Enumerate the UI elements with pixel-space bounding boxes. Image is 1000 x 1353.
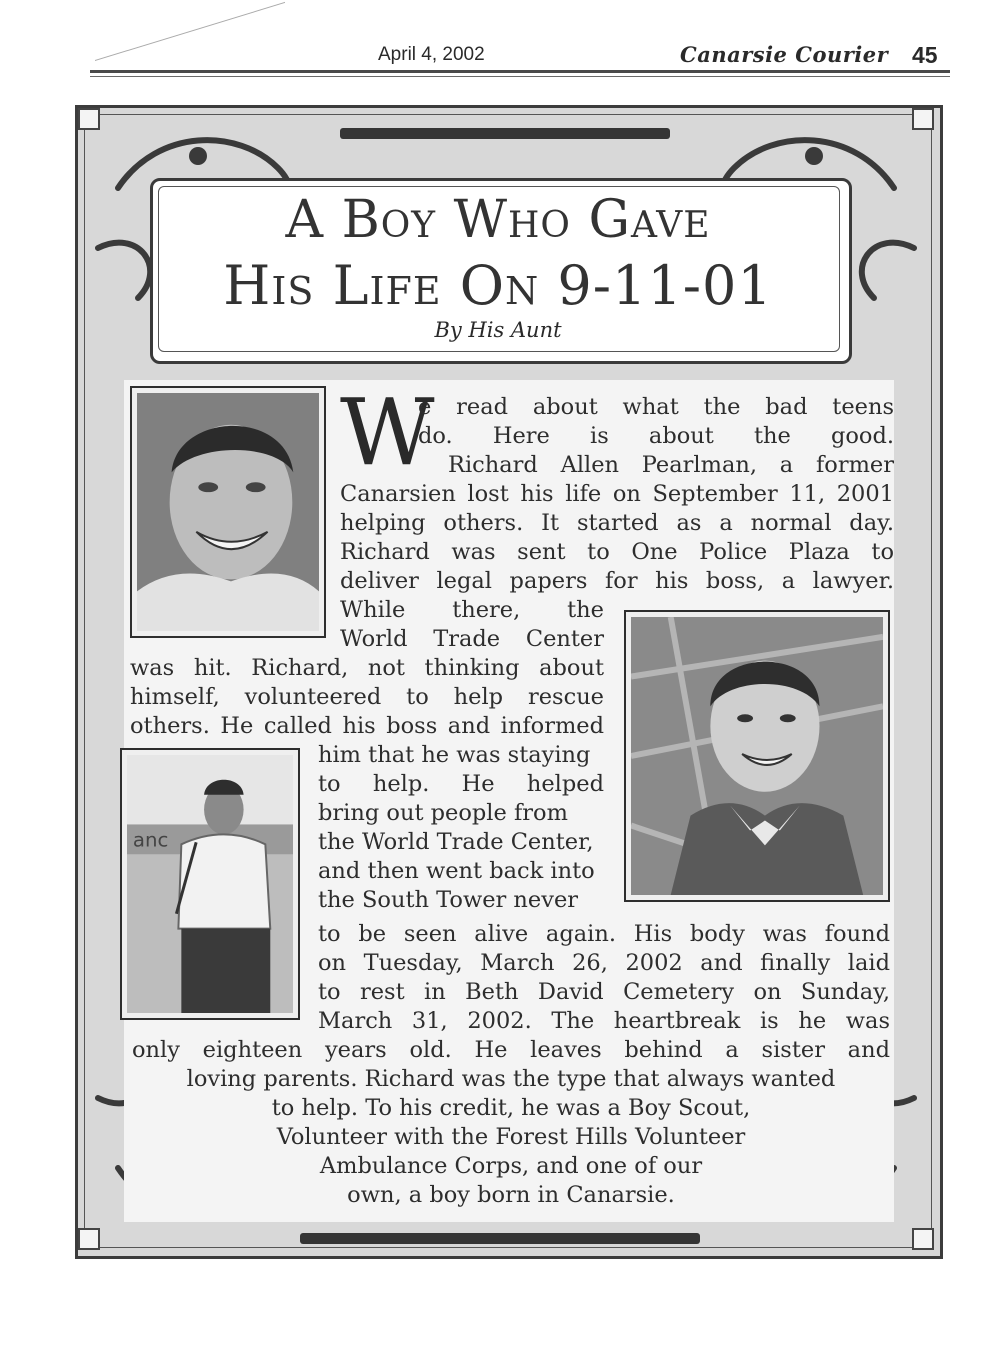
body-line-15: bring out people from bbox=[318, 800, 568, 826]
body-line-9: World Trade Center bbox=[340, 626, 604, 652]
folded-page-edge bbox=[95, 0, 285, 61]
body-line-25: to help. To his credit, he was a Boy Scout, bbox=[271, 1095, 751, 1121]
body-line-11: himself, volunteered to help rescue bbox=[130, 684, 604, 710]
body-line-6: Richard was sent to One Police Plaza to bbox=[340, 539, 894, 565]
body-line-3: Richard Allen Pearlman, a former bbox=[448, 452, 894, 478]
body-line-28: own, a boy born in Canarsie. bbox=[347, 1182, 675, 1208]
body-line-8: While there, the bbox=[340, 597, 604, 623]
body-line-7: deliver legal papers for his boss, a lawyer. bbox=[340, 568, 894, 594]
body-line-12: others. He called his boss and informed bbox=[130, 713, 604, 739]
body-line-27: Ambulance Corps, and one of our bbox=[319, 1153, 703, 1179]
body-line-4: Canarsien lost his life on September 11, 2001 bbox=[340, 481, 894, 507]
scroll-left-upper bbox=[98, 243, 150, 298]
body-line-26: Volunteer with the Forest Hills Volunteer bbox=[276, 1124, 746, 1150]
body-line-22: March 31, 2002. The heartbreak is he was bbox=[318, 1008, 890, 1034]
corner-tl bbox=[78, 108, 100, 130]
body-line-14: to help. He helped bbox=[318, 771, 604, 797]
body-line-21: to rest in Beth David Cemetery on Sunday, bbox=[318, 979, 890, 1005]
photo-standing bbox=[120, 748, 300, 1020]
scroll-right-upper bbox=[862, 243, 914, 298]
drop-cap: W bbox=[340, 379, 435, 486]
body-line-17: and then went back into bbox=[318, 858, 595, 884]
byline: By His Aunt bbox=[434, 318, 562, 342]
body-line-1: e read about what the bad teens bbox=[418, 394, 894, 420]
headline-line-2: His Life On 9-11-01 bbox=[223, 254, 773, 317]
body-line-13: him that he was staying bbox=[318, 742, 591, 768]
newspaper-name: Canarsie Courier bbox=[680, 42, 889, 67]
corner-tr bbox=[912, 108, 934, 130]
headline-line-1: A Boy Who Gave bbox=[285, 190, 711, 250]
body-line-19: to be seen alive again. His body was found bbox=[318, 921, 890, 947]
body-line-5: helping others. It started as a normal day. bbox=[340, 510, 894, 536]
corner-br bbox=[912, 1228, 934, 1250]
smiling-man-portrait-image bbox=[137, 393, 319, 631]
body-line-23: only eighteen years old. He leaves behind a sister and bbox=[132, 1037, 890, 1063]
svg-text:anc: anc bbox=[132, 828, 169, 852]
header-rule bbox=[90, 70, 950, 73]
man-standing-outdoors-image bbox=[127, 755, 293, 1013]
issue-date: April 4, 2002 bbox=[378, 44, 485, 65]
photo-adult-portrait bbox=[130, 386, 326, 638]
page-number: 45 bbox=[912, 42, 938, 68]
photo-child-portrait bbox=[624, 610, 890, 902]
body-line-20: on Tuesday, March 26, 2002 and finally laid bbox=[318, 950, 890, 976]
smiling-boy-portrait-image bbox=[631, 617, 883, 895]
body-line-24: loving parents. Richard was the type that always wanted bbox=[186, 1066, 836, 1092]
body-line-10: was hit. Richard, not thinking about bbox=[130, 655, 604, 681]
body-line-16: the World Trade Center, bbox=[318, 829, 594, 855]
ornament-bar-bottom bbox=[300, 1233, 700, 1244]
body-line-2: do. Here is about the good. bbox=[418, 423, 894, 449]
ornament-bar-top bbox=[340, 128, 670, 139]
header-rule-thin bbox=[90, 76, 950, 77]
body-line-18: the South Tower never bbox=[318, 887, 579, 913]
corner-bl bbox=[78, 1228, 100, 1250]
